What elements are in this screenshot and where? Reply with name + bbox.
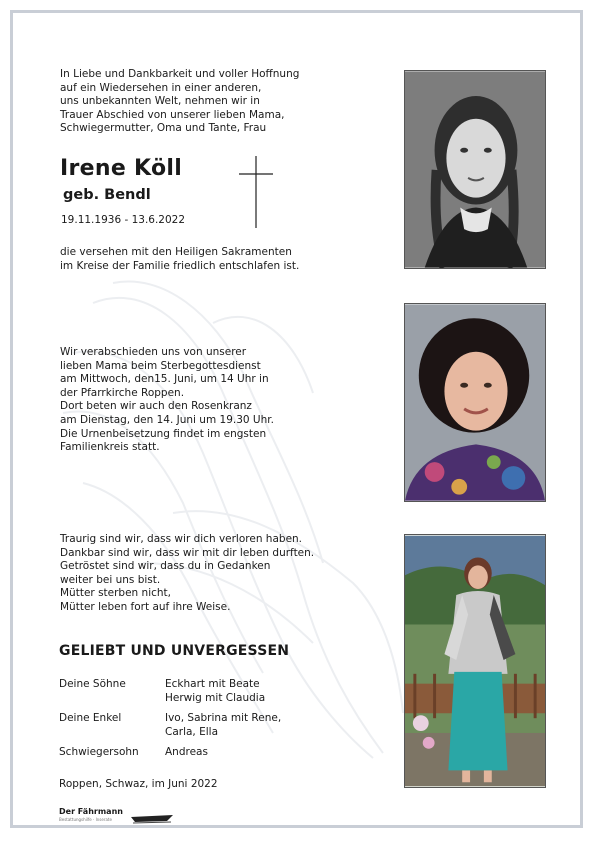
family-list [59,678,315,767]
undertaker-logo [59,807,199,828]
memorial-heading: GELIEBT UND UNVERGESSEN [59,643,290,659]
poem-line: Traurig sind wir, dass wir dich verloren haben. [60,533,303,545]
poem-line: Mütter sterben nicht, [60,587,171,600]
service-line: Familienkreis statt. [60,441,160,454]
poem-line: Dankbar sind wir, dass wir mit dir leben durften. [60,546,315,559]
intro-line: auf ein Wiedersehen in einer anderen, [60,81,262,94]
full-body-photo-garden [404,534,546,788]
place-date: Roppen, Schwaz, im Juni 2022 [59,778,218,790]
full-body-photo-garden-icon [405,535,545,787]
logo-subtitle: Bestattungshilfe · Inserate [59,817,112,822]
service-line: der Pfarrkirche Roppen. [60,386,185,399]
service-line: am Dienstag, den 14. Juni um 19.30 Uhr. [60,413,274,426]
family-names [165,746,315,760]
poem-line: weiter bei uns bist. [60,573,161,586]
logo-name: Der Fährmann [59,807,123,816]
family-relation: Deine Enkel [59,712,122,725]
obituary-card [10,10,583,828]
family-name: Ivo, Sabrina mit Rene, [165,712,282,725]
portrait-photo-older [404,303,546,502]
intro-line: Schwiegermutter, Oma und Tante, Frau [60,122,267,135]
service-line: Die Urnenbeisetzung findet im engsten [60,427,267,440]
poem-line: Mütter leben fort auf ihre Weise. [60,600,231,613]
service-line: am Mittwoch, den15. Juni, um 14 Uhr in [60,373,269,386]
life-dates: 19.11.1936 - 13.6.2022 [61,214,186,226]
family-name: Herwig mit Claudia [165,691,266,704]
family-row [59,712,315,739]
intro-line: uns unbekannten Welt, nehmen wir in [60,95,260,108]
family-row [59,678,315,705]
sacrament-text [60,246,370,273]
family-names [165,678,315,705]
cross-icon [239,156,273,228]
boat-icon [131,813,173,825]
service-line: lieben Mama beim Sterbegottesdienst [60,359,261,372]
service-line: Wir verabschieden uns von unserer [60,346,247,358]
family-relation: Schwiegersohn [59,746,139,759]
intro-line: Trauer Abschied von unserer lieben Mama, [60,108,285,121]
service-line: Dort beten wir auch den Rosenkranz [60,400,252,413]
portrait-photo-young-icon [405,71,545,268]
family-relation: Deine Söhne [59,678,126,690]
sacrament-line: im Kreise der Familie friedlich entschlafen ist. [60,259,300,272]
intro-line: In Liebe und Dankbarkeit und voller Hoffnung [60,68,300,80]
service-text [60,346,350,455]
family-names [165,712,315,739]
portrait-photo-older-icon [405,304,545,501]
deceased-name: Irene Köll [60,156,183,181]
sacrament-line: die versehen mit den Heiligen Sakramenten [60,246,292,258]
birth-name: geb. Bendl [63,187,151,203]
family-name: Andreas [165,746,208,759]
poem-text [60,533,390,615]
portrait-photo-young [404,70,546,269]
family-name: Carla, Ella [165,725,219,738]
poem-line: Getröstet sind wir, dass du in Gedanken [60,560,271,573]
family-row [59,746,315,760]
intro-text [60,68,360,136]
family-name: Eckhart mit Beate [165,678,260,690]
